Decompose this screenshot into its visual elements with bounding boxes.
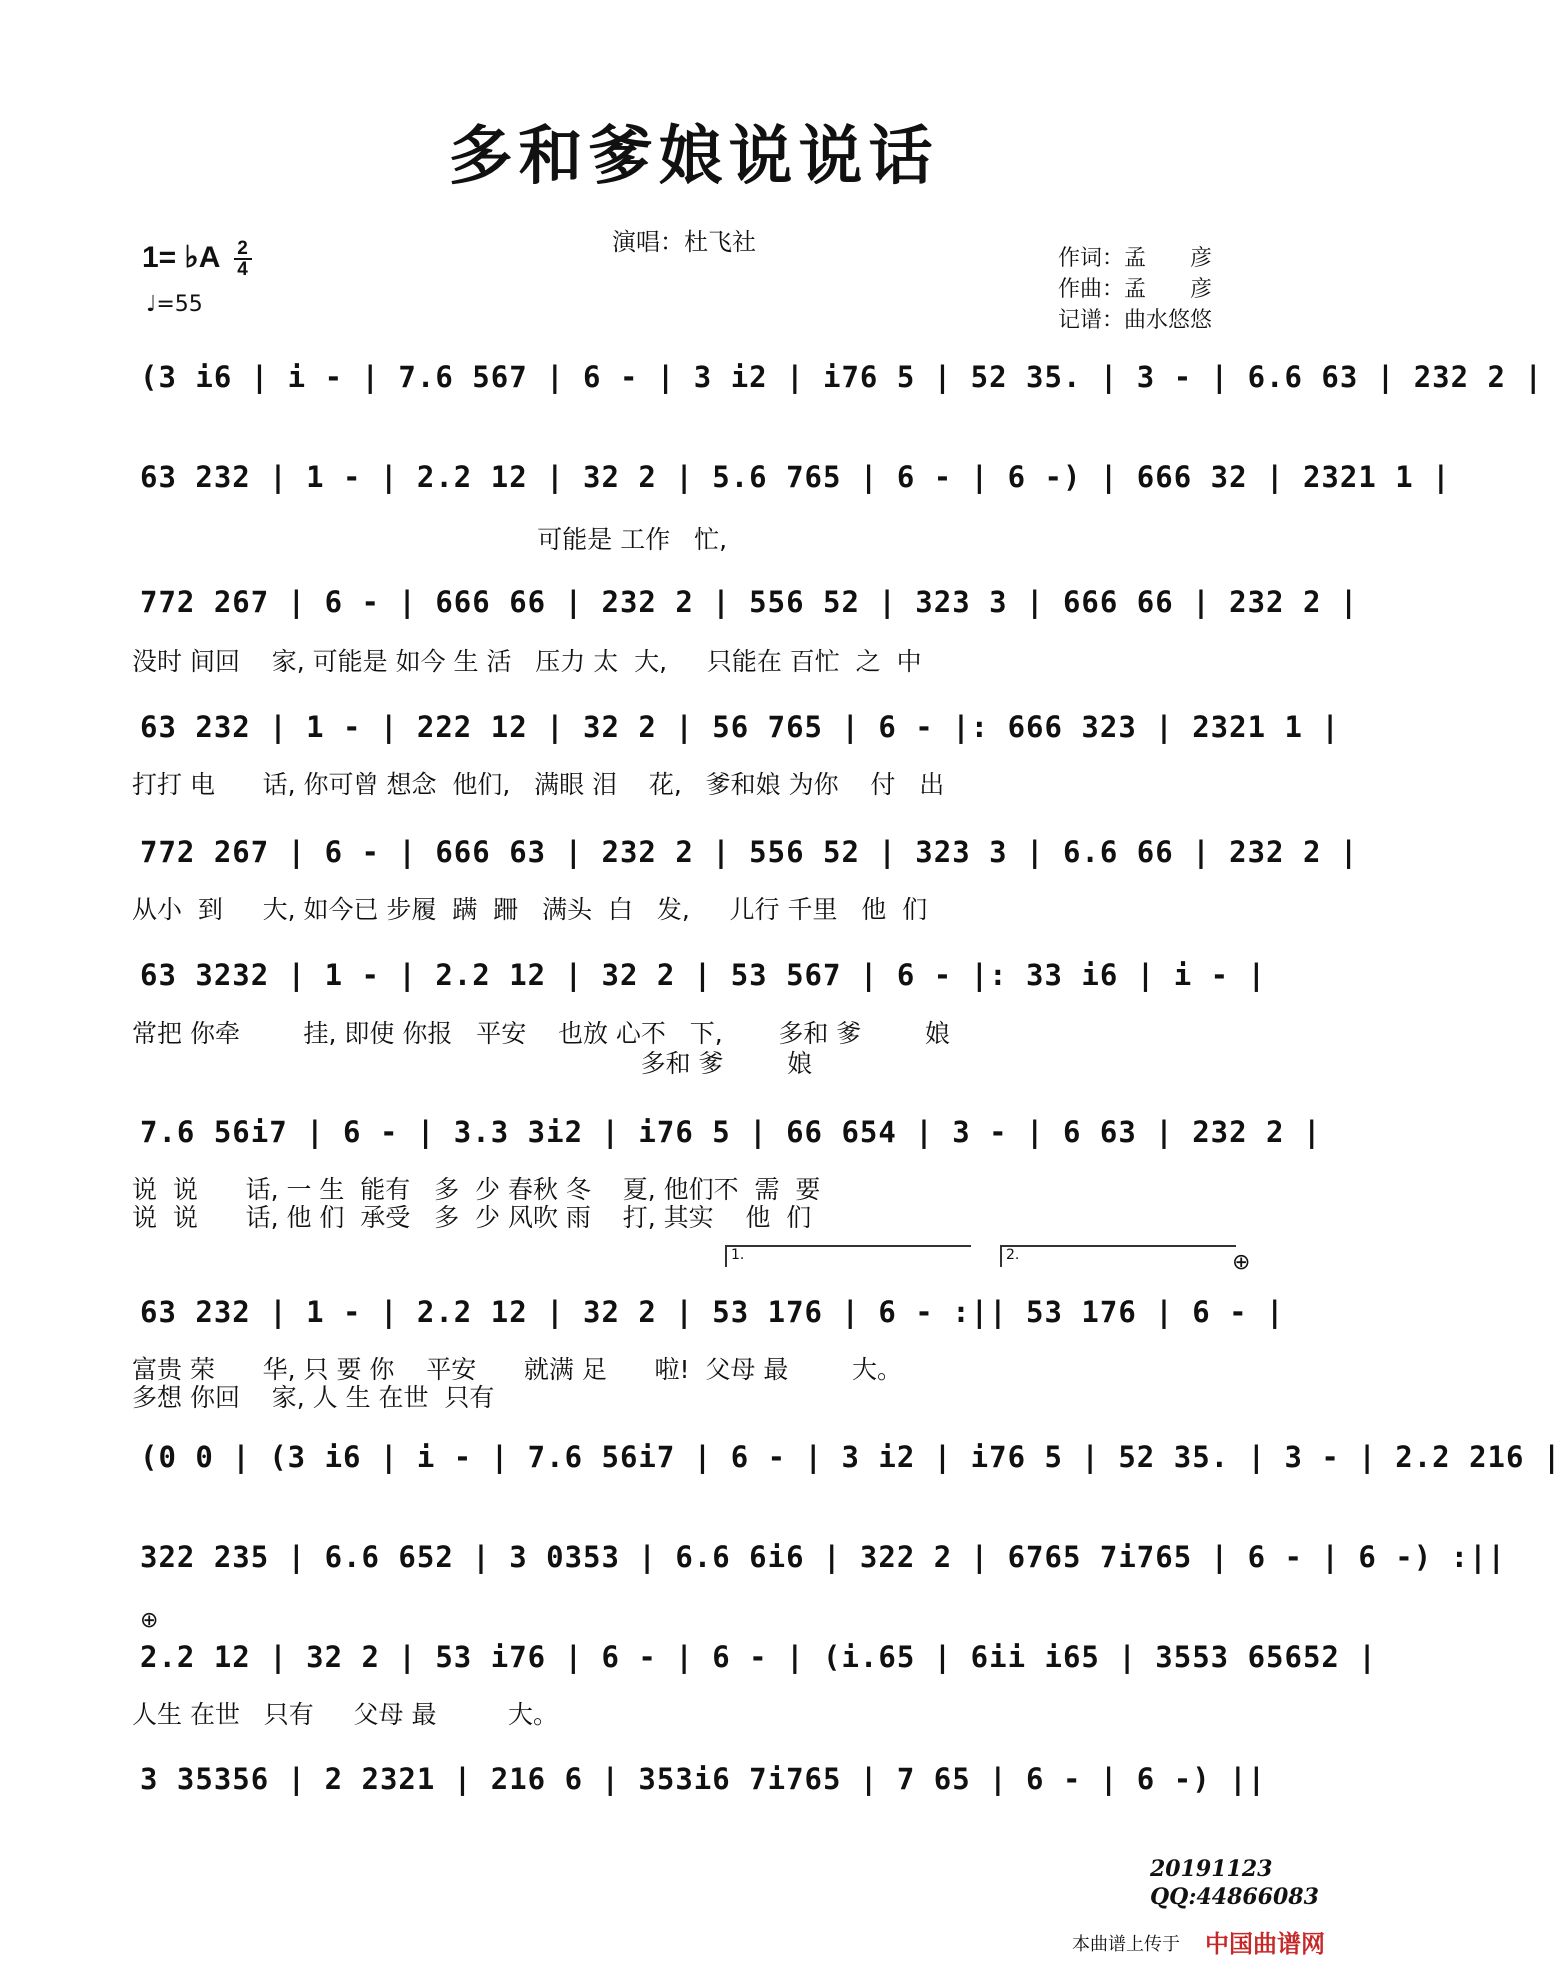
notation-row-6: 63 3232 | 1 - | 2.2 12 | 32 2 | 53 567 | 6 - |: 33 i6 | i - | [140, 958, 1267, 992]
site-logo[interactable]: 中国曲谱网 [1205, 1930, 1325, 1958]
upload-note: 本曲谱上传于 [1072, 1934, 1180, 1955]
notation-row-10: 322 235 | 6.6 652 | 3 0353 | 6.6 6i6 | 322 2 | 6765 7i765 | 6 - | 6 -) :|| [140, 1540, 1507, 1574]
coda-sign-icon: ⊕ [1232, 1250, 1251, 1275]
key-label: 1= ♭A [142, 241, 220, 274]
qq-contact: QQ:44866083 [1150, 1884, 1319, 1910]
lyric-row-3: 没时 间回 家, 可能是 如今 生 活 压力 太 大, 只能在 百忙 之 中 [132, 647, 922, 676]
notation-credit: 记谱：曲水悠悠 [1058, 308, 1213, 333]
volta-second: 2. [1000, 1245, 1236, 1267]
notation-row-9: (0 0 | (3 i6 | i - | 7.6 56i7 | 6 - | 3 i2 | i76 5 | 52 35. | 3 - | 2.2 216 | [140, 1440, 1561, 1474]
notation-row-3: 772 267 | 6 - | 666 66 | 232 2 | 556 52 | 323 3 | 666 66 | 232 2 | [140, 585, 1359, 619]
lyric-row-8a: 富贵 荣 华, 只 要 你 平安 就满 足 啦! 父母 最 大。 [132, 1355, 902, 1384]
lyric-row-6b: 多和 爹 娘 [132, 1049, 813, 1078]
credits-block [1058, 243, 1212, 336]
notation-row-1: (3 i6 | i - | 7.6 567 | 6 - | 3 i2 | i76 5 | 52 35. | 3 - | 6.6 63 | 232 2 | [140, 360, 1543, 394]
time-signature [234, 238, 252, 281]
key-signature [142, 238, 252, 281]
coda-sign-icon-2: ⊕ [140, 1608, 159, 1633]
time-signature-bottom: 4 [237, 259, 248, 281]
lyric-row-4: 打打 电 话, 你可曾 想念 他们, 满眼 泪 花, 爹和娘 为你 付 出 [132, 770, 945, 799]
lyric-row-7a: 说 说 话, 一 生 能有 多 少 春秋 冬 夏, 他们不 需 要 [132, 1175, 821, 1204]
lyric-row-6a: 常把 你牵 挂, 即使 你报 平安 也放 心不 下, 多和 爹 娘 [132, 1019, 950, 1048]
notation-row-8: 63 232 | 1 - | 2.2 12 | 32 2 | 53 176 | 6 - :|| 53 176 | 6 - | [140, 1295, 1285, 1329]
notation-row-12: 3 35356 | 2 2321 | 216 6 | 353i6 7i765 | 7 65 | 6 - | 6 -) || [140, 1762, 1267, 1796]
time-signature-top: 2 [237, 238, 248, 260]
date-stamp: 20191123 [1150, 1856, 1273, 1882]
lyricist-credit: 作词：孟 彦 [1058, 246, 1213, 271]
notation-row-7: 7.6 56i7 | 6 - | 3.3 3i2 | i76 5 | 66 654 | 3 - | 6 63 | 232 2 | [140, 1115, 1322, 1149]
composer-credit: 作曲：孟 彦 [1058, 277, 1213, 302]
volta-first: 1. [725, 1245, 971, 1267]
notation-row-4: 63 232 | 1 - | 222 12 | 32 2 | 56 765 | 6 - |: 666 323 | 2321 1 | [140, 710, 1340, 744]
singer-credit: 演唱：杜飞社 [612, 228, 756, 256]
lyric-row-2: 可能是 工作 忙, [132, 525, 728, 554]
page-title: 多和爹娘说说话 [448, 119, 939, 194]
lyric-row-7b: 说 说 话, 他 们 承受 多 少 风吹 雨 打, 其实 他 们 [132, 1203, 812, 1232]
notation-row-2: 63 232 | 1 - | 2.2 12 | 32 2 | 5.6 765 | 6 - | 6 -) | 666 32 | 2321 1 | [140, 460, 1451, 494]
lyric-row-11: 人生 在世 只有 父母 最 大。 [132, 1700, 558, 1729]
notation-row-5: 772 267 | 6 - | 666 63 | 232 2 | 556 52 | 323 3 | 6.6 66 | 232 2 | [140, 835, 1359, 869]
tempo-marking: ♩=55 [146, 292, 203, 317]
notation-row-11: 2.2 12 | 32 2 | 53 i76 | 6 - | 6 - | (i.65 | 6ii i65 | 3553 65652 | [140, 1640, 1377, 1674]
lyric-row-8b: 多想 你回 家, 人 生 在世 只有 [132, 1383, 495, 1412]
lyric-row-5: 从小 到 大, 如今已 步履 蹒 跚 满头 白 发, 儿行 千里 他 们 [132, 895, 928, 924]
